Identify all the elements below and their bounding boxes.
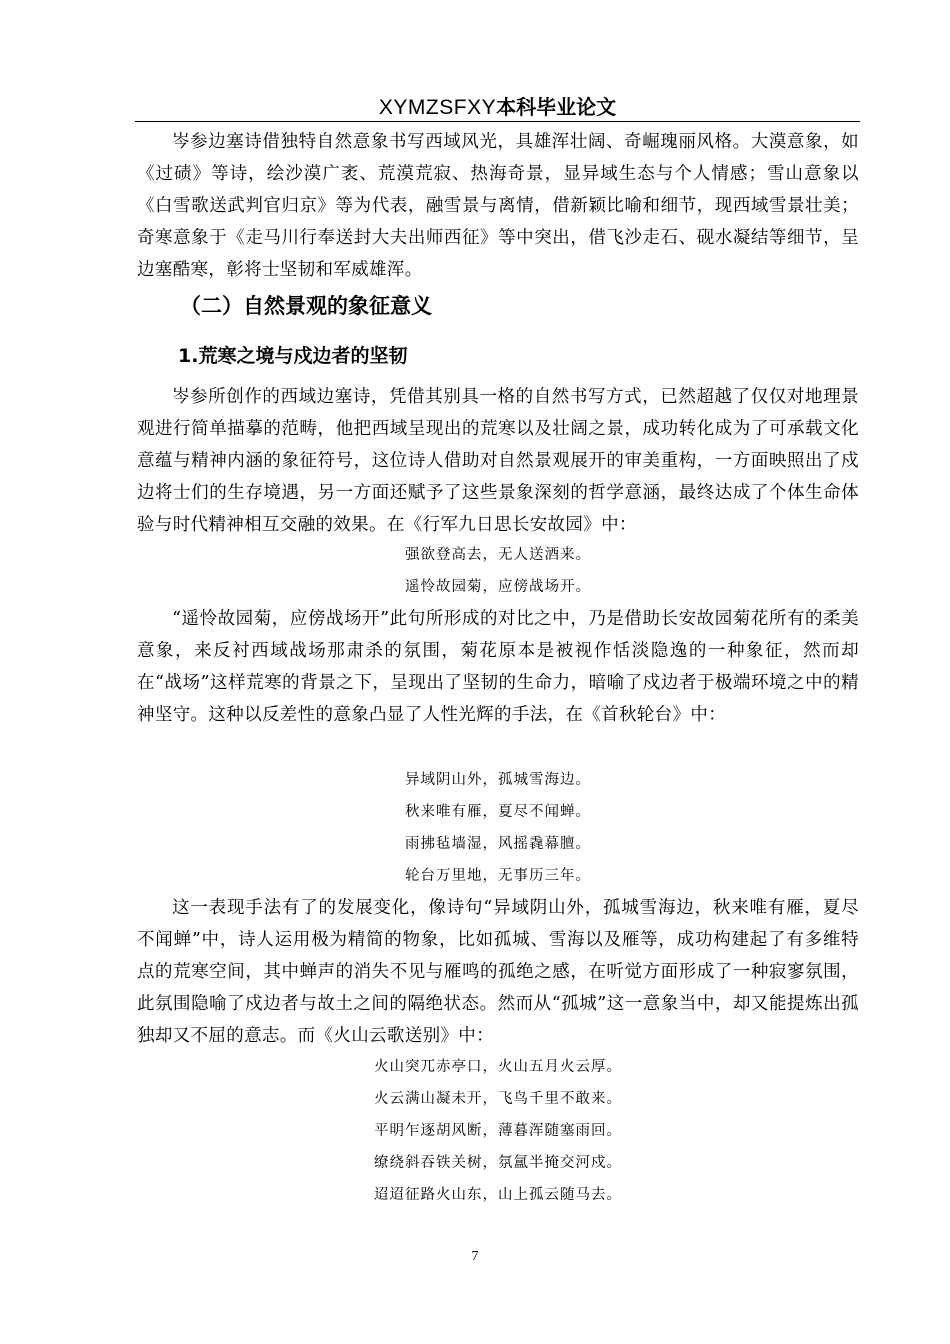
paragraph-block-4 [137,892,859,1052]
poem-line: 秋来唯有雁，夏尽不闻蝉。 [405,804,591,820]
subsection-heading: 1.荒寒之境与戍边者的坚韧 [178,345,408,367]
header-title: 本科毕业论文 [496,95,617,119]
poem-line: 平明乍逐胡风断，薄暮浑随塞雨回。 [374,1123,622,1139]
poem-quote-2 [137,764,859,892]
running-header [135,93,860,121]
paragraph-block-3 [137,603,859,731]
poem-line: 迢迢征路火山东，山上孤云随马去。 [374,1187,622,1203]
poem-line: 强欲登高去，无人送酒来。 [405,547,591,563]
poem-line: 雨拂毡墙湿，风摇毳幕膻。 [405,836,591,852]
paragraph-block-1 [137,126,859,286]
paragraph: 这一表现手法有了的发展变化，像诗句“异域阴山外，孤城雪海边，秋来唯有雁，夏尽不闻蝉”中，诗人运用极为精简的物象，比如孤城、雪海以及雁等，成功构建起了有多维特点的荒寒空间，其中蝉声的消失不见与雁鸣的孤绝之感，在听觉方面形成了一种寂寥氛围，此氛围隐喻了戍边者与故土之间的隔绝状态。然而从“孤城”这一意象当中，却又能提炼出孤独却又不屈的意志。而《火山云歌送别》中： [137,898,859,1046]
paragraph: 岑参所创作的西域边塞诗，凭借其别具一格的自然书写方式，已然超越了仅仅对地理景观进行简单描摹的范畴，他把西域呈现出的荒寒以及壮阔之景，成功转化成为了可承载文化意蕴与精神内涵的象征符号，这位诗人借助对自然景观展开的审美重构，一方面映照出了戍边将士们的生存境遇，另一方面还赋予了这些景象深刻的哲学意涵，最终达成了个体生命体验与时代精神相互交融的效果。在《行军九日思长安故园》中： [137,387,859,535]
poem-line: 火云满山凝未开，飞鸟千里不敢来。 [374,1091,622,1107]
poem-quote-1 [137,539,859,603]
poem-line: 轮台万里地，无事历三年。 [405,868,591,884]
poem-line: 火山突兀赤亭口，火山五月火云厚。 [374,1059,622,1075]
poem-line: 异域阴山外，孤城雪海边。 [405,772,591,788]
paragraph: 岑参边塞诗借独特自然意象书写西域风光，具雄浑壮阔、奇崛瑰丽风格。大漠意象，如《过碛》等诗，绘沙漠广袤、荒漠荒寂、热海奇景，显异域生态与个人情感；雪山意象以《白雪歌送武判官归京》等为代表，融雪景与离情，借新颖比喻和细节，现西域雪景壮美；奇寒意象于《走马川行奉送封大夫出师西征》等中突出，借飞沙走石、砚水凝结等细节，呈边塞酷寒，彰将士坚韧和军威雄浑。 [137,132,859,280]
page-number: 7 [471,1249,479,1264]
poem-quote-3 [137,1051,859,1211]
section-heading: （二）自然景观的象征意义 [180,294,432,318]
poem-line: 遥怜故园菊，应傍战场开。 [405,579,591,595]
header-rule [135,121,860,122]
paragraph: “遥怜故园菊，应傍战场开”此句所形成的对比之中，乃是借助长安故园菊花所有的柔美意象，来反衬西域战场那肃杀的氛围，菊花原本是被视作恬淡隐逸的一种象征，然而却在“战场”这样荒寒的背景之下，呈现出了坚韧的生命力，暗喻了戍边者于极端环境之中的精神坚守。这种以反差性的意象凸显了人性光辉的手法，在《首秋轮台》中： [137,609,859,725]
poem-line: 缭绕斜吞铁关树，氛氲半掩交河戍。 [374,1155,622,1171]
paragraph-block-2 [137,381,859,541]
header-school-code: XYMZSFXY [378,96,497,119]
